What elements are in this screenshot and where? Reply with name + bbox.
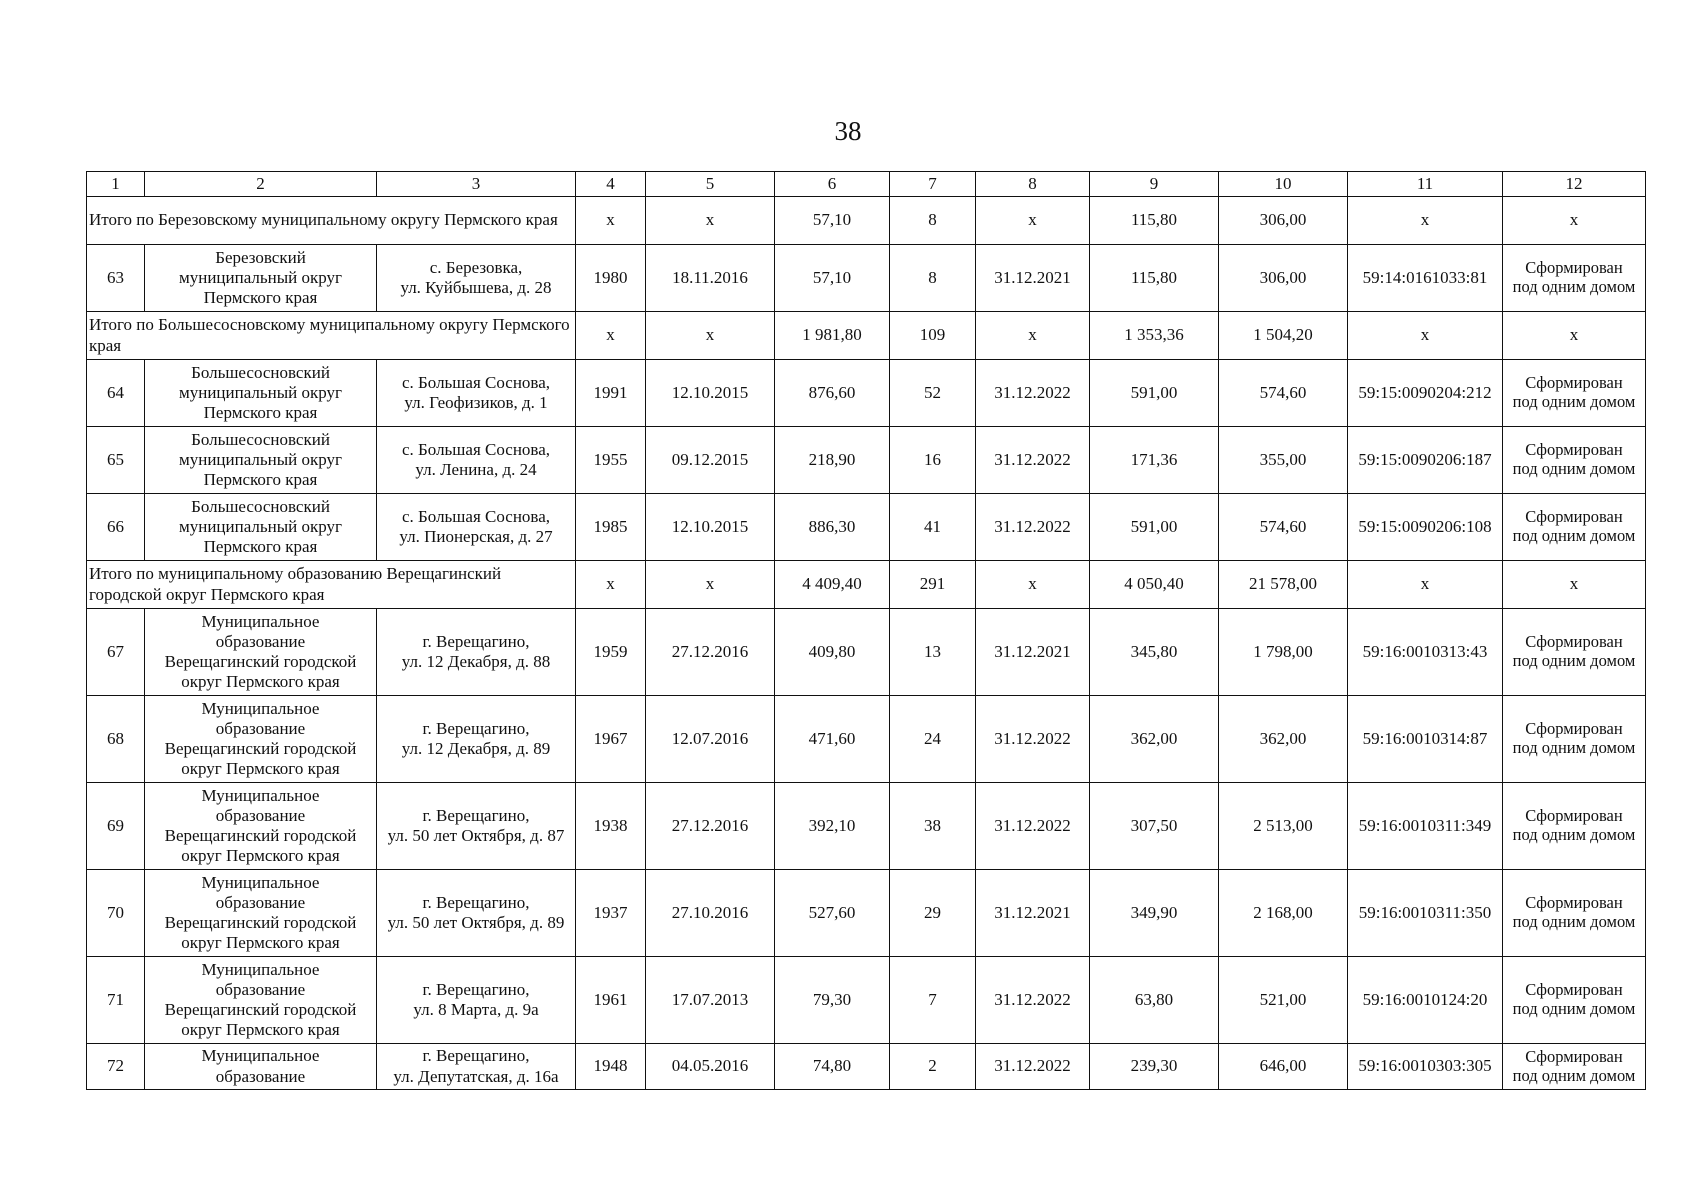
count-cell: 29 (890, 870, 976, 957)
cell-line: муниципальный округ (178, 449, 343, 469)
subtotal-row (87, 312, 1646, 360)
cell-line: под одним домом (1512, 912, 1636, 931)
table-row (87, 245, 1646, 312)
column-number: 12 (1503, 172, 1646, 197)
cell-line: Пермского края (203, 288, 318, 308)
table-row (87, 783, 1646, 870)
cell-line: Сформирован (1525, 440, 1623, 460)
date-cell: 04.05.2016 (646, 1044, 775, 1090)
area2-cell: 307,50 (1090, 783, 1219, 870)
subtotal-value: x (576, 197, 646, 245)
count-cell: 41 (890, 494, 976, 561)
cell-line: под одним домом (1512, 277, 1636, 296)
cell-line: Верещагинский городской (164, 739, 357, 758)
area2-cell: 171,36 (1090, 427, 1219, 494)
cell-line: Пермского края (203, 537, 318, 557)
date-cell: 18.11.2016 (646, 245, 775, 312)
subtotal-value: 109 (890, 312, 976, 360)
column-number-row (87, 172, 1646, 197)
deadline-cell: 31.12.2022 (976, 494, 1090, 561)
cell-line: с. Большая Соснова, (401, 372, 551, 392)
deadline-cell: 31.12.2021 (976, 245, 1090, 312)
subtotal-value: x (646, 312, 775, 360)
cell-line: округ Пермского края (181, 759, 340, 779)
municipality-cell (145, 870, 377, 957)
municipality-cell (145, 1044, 377, 1090)
cell-line: под одним домом (1512, 651, 1636, 670)
subtotal-value: x (1348, 197, 1503, 245)
cell-line: Муниципальное (201, 872, 320, 892)
area-cell: 471,60 (775, 696, 890, 783)
cadastre-cell: 59:16:0010311:350 (1348, 870, 1503, 957)
year-cell: 1985 (576, 494, 646, 561)
subtotal-label: Итого по муниципальному образованию Верещагинский городской округ Пермского края (87, 561, 576, 609)
municipality-cell (145, 783, 377, 870)
subtotal-value: 306,00 (1219, 197, 1348, 245)
year-cell: 1938 (576, 783, 646, 870)
page-number: 38 (834, 116, 862, 146)
count-cell: 7 (890, 957, 976, 1044)
municipality-cell (145, 957, 377, 1044)
address-cell (377, 696, 576, 783)
area-cell: 409,80 (775, 609, 890, 696)
date-cell: 27.12.2016 (646, 783, 775, 870)
cell-line: образование (215, 631, 306, 651)
cell-line: под одним домом (1512, 738, 1636, 757)
cell-line: г. Верещагино, (422, 718, 530, 738)
cell-line: Сформирован (1525, 893, 1623, 913)
cadastre-cell: 59:16:0010314:87 (1348, 696, 1503, 783)
area2-cell: 239,30 (1090, 1044, 1219, 1090)
cell-line: Муниципальное (201, 1046, 320, 1066)
cell-line: ул. 8 Марта, д. 9а (413, 1000, 539, 1019)
date-cell: 09.12.2015 (646, 427, 775, 494)
subtotal-value: 1 981,80 (775, 312, 890, 360)
cell-line: округ Пермского края (181, 846, 340, 866)
subtotal-value: x (1503, 561, 1646, 609)
cell-line: муниципальный округ (178, 267, 343, 287)
status-cell (1503, 696, 1646, 783)
table-row (87, 696, 1646, 783)
subtotal-value: 1 504,20 (1219, 312, 1348, 360)
count-cell: 38 (890, 783, 976, 870)
cell-line: Сформирован (1525, 373, 1623, 393)
deadline-cell: 31.12.2022 (976, 360, 1090, 427)
cell-line: образование (215, 892, 306, 912)
subtotal-value: x (976, 197, 1090, 245)
cell-line: муниципальный округ (178, 382, 343, 402)
cell-line: Пермского края (203, 470, 318, 490)
subtotal-value: x (576, 561, 646, 609)
table-row (87, 609, 1646, 696)
area-cell: 74,80 (775, 1044, 890, 1090)
deadline-cell: 31.12.2022 (976, 696, 1090, 783)
cell-line: образование (215, 805, 306, 825)
row-number: 66 (87, 494, 145, 561)
column-number: 8 (976, 172, 1090, 197)
subtotal-value: x (1503, 312, 1646, 360)
subtotal-value: x (576, 312, 646, 360)
area-cell: 79,30 (775, 957, 890, 1044)
deadline-cell: 31.12.2022 (976, 427, 1090, 494)
subtotal-value: 4 050,40 (1090, 561, 1219, 609)
subtotal-value: 115,80 (1090, 197, 1219, 245)
cell-line: муниципальный округ (178, 516, 343, 536)
year-cell: 1955 (576, 427, 646, 494)
status-cell (1503, 957, 1646, 1044)
deadline-cell: 31.12.2022 (976, 957, 1090, 1044)
deadline-cell: 31.12.2022 (976, 783, 1090, 870)
area-cell: 57,10 (775, 245, 890, 312)
cell-line: Верещагинский городской (164, 913, 357, 932)
cell-line: Большесосновский (191, 362, 330, 382)
date-cell: 27.10.2016 (646, 870, 775, 957)
subtotal-row (87, 197, 1646, 245)
row-number: 71 (87, 957, 145, 1044)
column-number: 11 (1348, 172, 1503, 197)
deadline-cell: 31.12.2022 (976, 1044, 1090, 1090)
row-number: 72 (87, 1044, 145, 1090)
area3-cell: 362,00 (1219, 696, 1348, 783)
subtotal-label: Итого по Большесосновскому муниципальному округу Пермского края (87, 312, 576, 360)
status-cell (1503, 1044, 1646, 1090)
column-number: 6 (775, 172, 890, 197)
cell-line: Большесосновский (191, 496, 330, 516)
municipality-cell (145, 245, 377, 312)
subtotal-value: x (646, 197, 775, 245)
count-cell: 2 (890, 1044, 976, 1090)
cell-line: г. Верещагино, (422, 892, 530, 912)
cell-line: Сформирован (1525, 507, 1623, 527)
subtotal-value: x (976, 312, 1090, 360)
address-cell (377, 427, 576, 494)
deadline-cell: 31.12.2021 (976, 609, 1090, 696)
status-cell (1503, 427, 1646, 494)
municipality-cell (145, 360, 377, 427)
row-number: 63 (87, 245, 145, 312)
table-row (87, 494, 1646, 561)
date-cell: 12.10.2015 (646, 360, 775, 427)
column-number: 3 (377, 172, 576, 197)
municipality-cell (145, 696, 377, 783)
count-cell: 13 (890, 609, 976, 696)
date-cell: 27.12.2016 (646, 609, 775, 696)
address-cell (377, 870, 576, 957)
area2-cell: 349,90 (1090, 870, 1219, 957)
cell-line: ул. Депутатская, д. 16а (393, 1066, 559, 1086)
cadastre-cell: 59:16:0010313:43 (1348, 609, 1503, 696)
status-cell (1503, 870, 1646, 957)
address-cell (377, 494, 576, 561)
housing-register-table (86, 171, 1646, 1090)
status-cell (1503, 783, 1646, 870)
cell-line: г. Верещагино, (422, 1046, 530, 1066)
cell-line: Верещагинский городской (164, 826, 357, 845)
cell-line: ул. Ленина, д. 24 (415, 460, 537, 479)
column-number: 1 (87, 172, 145, 197)
cell-line: образование (215, 979, 306, 999)
cadastre-cell: 59:16:0010124:20 (1348, 957, 1503, 1044)
cell-line: Верещагинский городской (164, 1000, 357, 1019)
cell-line: Муниципальное (201, 959, 320, 979)
column-number: 7 (890, 172, 976, 197)
address-cell (377, 783, 576, 870)
area2-cell: 345,80 (1090, 609, 1219, 696)
row-number: 64 (87, 360, 145, 427)
cell-line: под одним домом (1512, 999, 1636, 1018)
cell-line: с. Большая Соснова, (401, 506, 551, 526)
area3-cell: 574,60 (1219, 494, 1348, 561)
cell-line: ул. Геофизиков, д. 1 (404, 393, 548, 412)
cell-line: Большесосновский (191, 429, 330, 449)
cell-line: Сформирован (1525, 258, 1623, 278)
cadastre-cell: 59:14:0161033:81 (1348, 245, 1503, 312)
cell-line: ул. Пионерская, д. 27 (399, 527, 553, 546)
cadastre-cell: 59:16:0010311:349 (1348, 783, 1503, 870)
address-cell (377, 245, 576, 312)
subtotal-value: 1 353,36 (1090, 312, 1219, 360)
year-cell: 1948 (576, 1044, 646, 1090)
row-number: 65 (87, 427, 145, 494)
cell-line: ул. 50 лет Октября, д. 89 (387, 913, 565, 932)
year-cell: 1937 (576, 870, 646, 957)
cell-line: Сформирован (1525, 719, 1623, 739)
subtotal-value: 8 (890, 197, 976, 245)
subtotal-value: x (646, 561, 775, 609)
table-row (87, 360, 1646, 427)
area-cell: 392,10 (775, 783, 890, 870)
year-cell: 1980 (576, 245, 646, 312)
cell-line: округ Пермского края (181, 933, 340, 953)
column-number: 9 (1090, 172, 1219, 197)
cell-line: ул. 12 Декабря, д. 88 (401, 652, 551, 671)
address-cell (377, 609, 576, 696)
cell-line: г. Верещагино, (422, 979, 530, 999)
cell-line: образование (215, 718, 306, 738)
cell-line: Сформирован (1525, 806, 1623, 826)
row-number: 69 (87, 783, 145, 870)
cell-line: Сформирован (1525, 1046, 1623, 1066)
cell-line: под одним домом (1512, 392, 1636, 411)
cell-line: под одним домом (1512, 459, 1636, 478)
row-number: 70 (87, 870, 145, 957)
date-cell: 12.10.2015 (646, 494, 775, 561)
area2-cell: 591,00 (1090, 494, 1219, 561)
count-cell: 16 (890, 427, 976, 494)
area3-cell: 646,00 (1219, 1044, 1348, 1090)
table-row (87, 427, 1646, 494)
count-cell: 24 (890, 696, 976, 783)
address-cell (377, 1044, 576, 1090)
count-cell: 8 (890, 245, 976, 312)
area2-cell: 362,00 (1090, 696, 1219, 783)
area3-cell: 574,60 (1219, 360, 1348, 427)
column-number: 5 (646, 172, 775, 197)
cell-line: под одним домом (1512, 526, 1636, 545)
cell-line: Сформирован (1525, 980, 1623, 1000)
area3-cell: 2 513,00 (1219, 783, 1348, 870)
cell-line: под одним домом (1512, 825, 1636, 844)
area3-cell: 355,00 (1219, 427, 1348, 494)
cell-line: ул. 12 Декабря, д. 89 (401, 739, 551, 758)
area3-cell: 521,00 (1219, 957, 1348, 1044)
area3-cell: 306,00 (1219, 245, 1348, 312)
table-row (87, 1044, 1646, 1090)
cell-line: г. Верещагино, (422, 631, 530, 651)
cell-line: под одним домом (1512, 1065, 1636, 1085)
status-cell (1503, 609, 1646, 696)
subtotal-value: 21 578,00 (1219, 561, 1348, 609)
table-row (87, 870, 1646, 957)
subtotal-row (87, 561, 1646, 609)
area2-cell: 115,80 (1090, 245, 1219, 312)
address-cell (377, 957, 576, 1044)
cell-line: Сформирован (1525, 632, 1623, 652)
cell-line: с. Березовка, (429, 257, 523, 277)
area2-cell: 63,80 (1090, 957, 1219, 1044)
subtotal-value: x (1348, 561, 1503, 609)
row-number: 67 (87, 609, 145, 696)
cell-line: Березовский (215, 247, 306, 267)
subtotal-value: x (1503, 197, 1646, 245)
cadastre-cell: 59:16:0010303:305 (1348, 1044, 1503, 1090)
count-cell: 52 (890, 360, 976, 427)
deadline-cell: 31.12.2021 (976, 870, 1090, 957)
cell-line: Муниципальное (201, 698, 320, 718)
year-cell: 1959 (576, 609, 646, 696)
cell-line: ул. 50 лет Октября, д. 87 (387, 826, 565, 845)
subtotal-value: 4 409,40 (775, 561, 890, 609)
subtotal-value: x (976, 561, 1090, 609)
area-cell: 527,60 (775, 870, 890, 957)
municipality-cell (145, 427, 377, 494)
area3-cell: 2 168,00 (1219, 870, 1348, 957)
area3-cell: 1 798,00 (1219, 609, 1348, 696)
cadastre-cell: 59:15:0090206:187 (1348, 427, 1503, 494)
cadastre-cell: 59:15:0090204:212 (1348, 360, 1503, 427)
cell-line: с. Большая Соснова, (401, 439, 551, 459)
area-cell: 218,90 (775, 427, 890, 494)
status-cell (1503, 245, 1646, 312)
status-cell (1503, 360, 1646, 427)
cell-line: Пермского края (203, 403, 318, 423)
column-number: 4 (576, 172, 646, 197)
year-cell: 1961 (576, 957, 646, 1044)
cell-line: округ Пермского края (181, 672, 340, 692)
year-cell: 1967 (576, 696, 646, 783)
area2-cell: 591,00 (1090, 360, 1219, 427)
year-cell: 1991 (576, 360, 646, 427)
cell-line: г. Верещагино, (422, 805, 530, 825)
subtotal-value: 57,10 (775, 197, 890, 245)
cell-line: Верещагинский городской (164, 652, 357, 671)
area-cell: 876,60 (775, 360, 890, 427)
cell-line: Муниципальное (201, 785, 320, 805)
municipality-cell (145, 494, 377, 561)
column-number: 10 (1219, 172, 1348, 197)
subtotal-label: Итого по Березовскому муниципальному округу Пермского края (87, 197, 576, 245)
address-cell (377, 360, 576, 427)
cell-line: округ Пермского края (181, 1020, 340, 1040)
area-cell: 886,30 (775, 494, 890, 561)
cell-line: Муниципальное (201, 611, 320, 631)
cell-line: образование (215, 1066, 306, 1086)
cadastre-cell: 59:15:0090206:108 (1348, 494, 1503, 561)
subtotal-value: 291 (890, 561, 976, 609)
row-number: 68 (87, 696, 145, 783)
date-cell: 17.07.2013 (646, 957, 775, 1044)
cell-line: ул. Куйбышева, д. 28 (400, 278, 552, 297)
status-cell (1503, 494, 1646, 561)
municipality-cell (145, 609, 377, 696)
subtotal-value: x (1348, 312, 1503, 360)
column-number: 2 (145, 172, 377, 197)
date-cell: 12.07.2016 (646, 696, 775, 783)
table-row (87, 957, 1646, 1044)
